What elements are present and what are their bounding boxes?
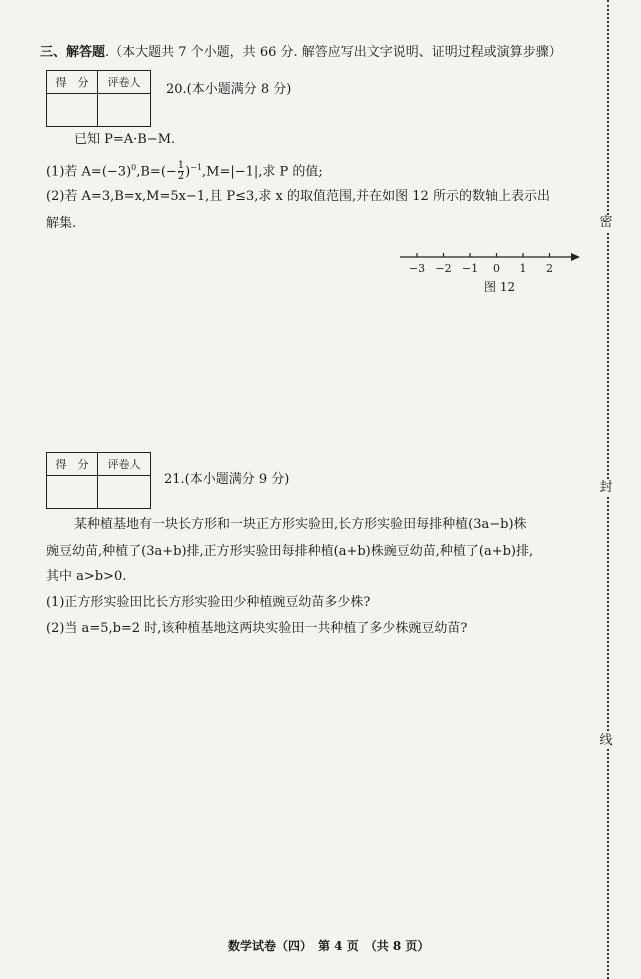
q21-header: 21.(本小题满分 9 分) [164, 472, 290, 487]
fraction-denominator: 2 [177, 171, 185, 183]
q20-part1-b: ,B=(− [136, 164, 177, 180]
figure-caption: 图 12 [484, 280, 516, 294]
grader-label: 评卷人 [98, 71, 151, 94]
number-line-tick-label: 2 [546, 262, 553, 275]
number-line-tick-label: −3 [408, 262, 426, 275]
number-line-ticks [409, 253, 553, 275]
number-line-tick-label: −1 [461, 262, 479, 275]
score-box-q21 [46, 452, 151, 509]
q21-para-line3: 其中 a>b>0. [46, 569, 127, 584]
q20-part2-line2: 解集. [46, 216, 77, 231]
page-footer: 数学试卷（四） 第 4 页 （共 8 页） [228, 939, 430, 953]
q20-part1-fraction [178, 161, 184, 182]
number-line-tick-label: 1 [519, 262, 527, 275]
fraction-numerator: 1 [177, 160, 185, 172]
q20-part1-exp1: −1 [190, 163, 203, 172]
q21-para-line1: 某种植基地有一块长方形和一块正方形实验田,长方形实验田每排种植(3a−b)株 [74, 517, 527, 532]
grader-cell[interactable] [98, 94, 151, 127]
side-mark-seal: 密 [596, 215, 616, 231]
side-mark-sealed: 封 [596, 480, 616, 496]
section-note: .（本大题共 7 个小题，共 66 分. 解答应写出文字说明、证明过程或演算步骤） [105, 45, 562, 60]
q20-part2-line1: (2)若 A=3,B=x,M=5x−1,且 P≤3,求 x 的取值范围,并在如图 12 所示的数轴上表示出 [46, 189, 550, 204]
score-label: 得 分 [47, 71, 98, 94]
score-cell[interactable] [47, 476, 98, 509]
q21-para-line2: 豌豆幼苗,种植了(3a+b)排,正方形实验田每排种植(a+b)株豌豆幼苗,种植了(a+b)排, [46, 544, 534, 559]
q20-part1 [46, 157, 323, 183]
section-heading [40, 44, 562, 62]
number-line-tick-label: 0 [493, 262, 500, 275]
q20-part1-d: ,M=|−1|,求 P 的值; [202, 164, 323, 180]
score-label: 得 分 [47, 453, 98, 476]
q20-given: 已知 P=A·B−M. [74, 132, 176, 147]
q21-part1: (1)正方形实验田比长方形实验田少种植豌豆幼苗多少株? [46, 595, 371, 610]
number-line-tick-label: −2 [435, 262, 452, 275]
q20-part1-exp0: 0 [131, 163, 137, 172]
q20-part1-c: ) [185, 164, 191, 180]
q20-header: 20.(本小题满分 8 分) [166, 82, 292, 97]
side-mark-line: 线 [596, 733, 616, 749]
q20-part1-a: (1)若 A=(−3) [46, 164, 132, 180]
number-line-arrow [571, 253, 580, 261]
q21-part2: (2)当 a=5,b=2 时,该种植基地这两块实验田一共种植了多少株豌豆幼苗? [46, 621, 468, 636]
score-box-q20 [46, 70, 151, 127]
score-cell[interactable] [47, 94, 98, 127]
grader-cell[interactable] [98, 476, 151, 509]
section-title: 三、解答题 [40, 45, 106, 60]
grader-label: 评卷人 [98, 453, 151, 476]
